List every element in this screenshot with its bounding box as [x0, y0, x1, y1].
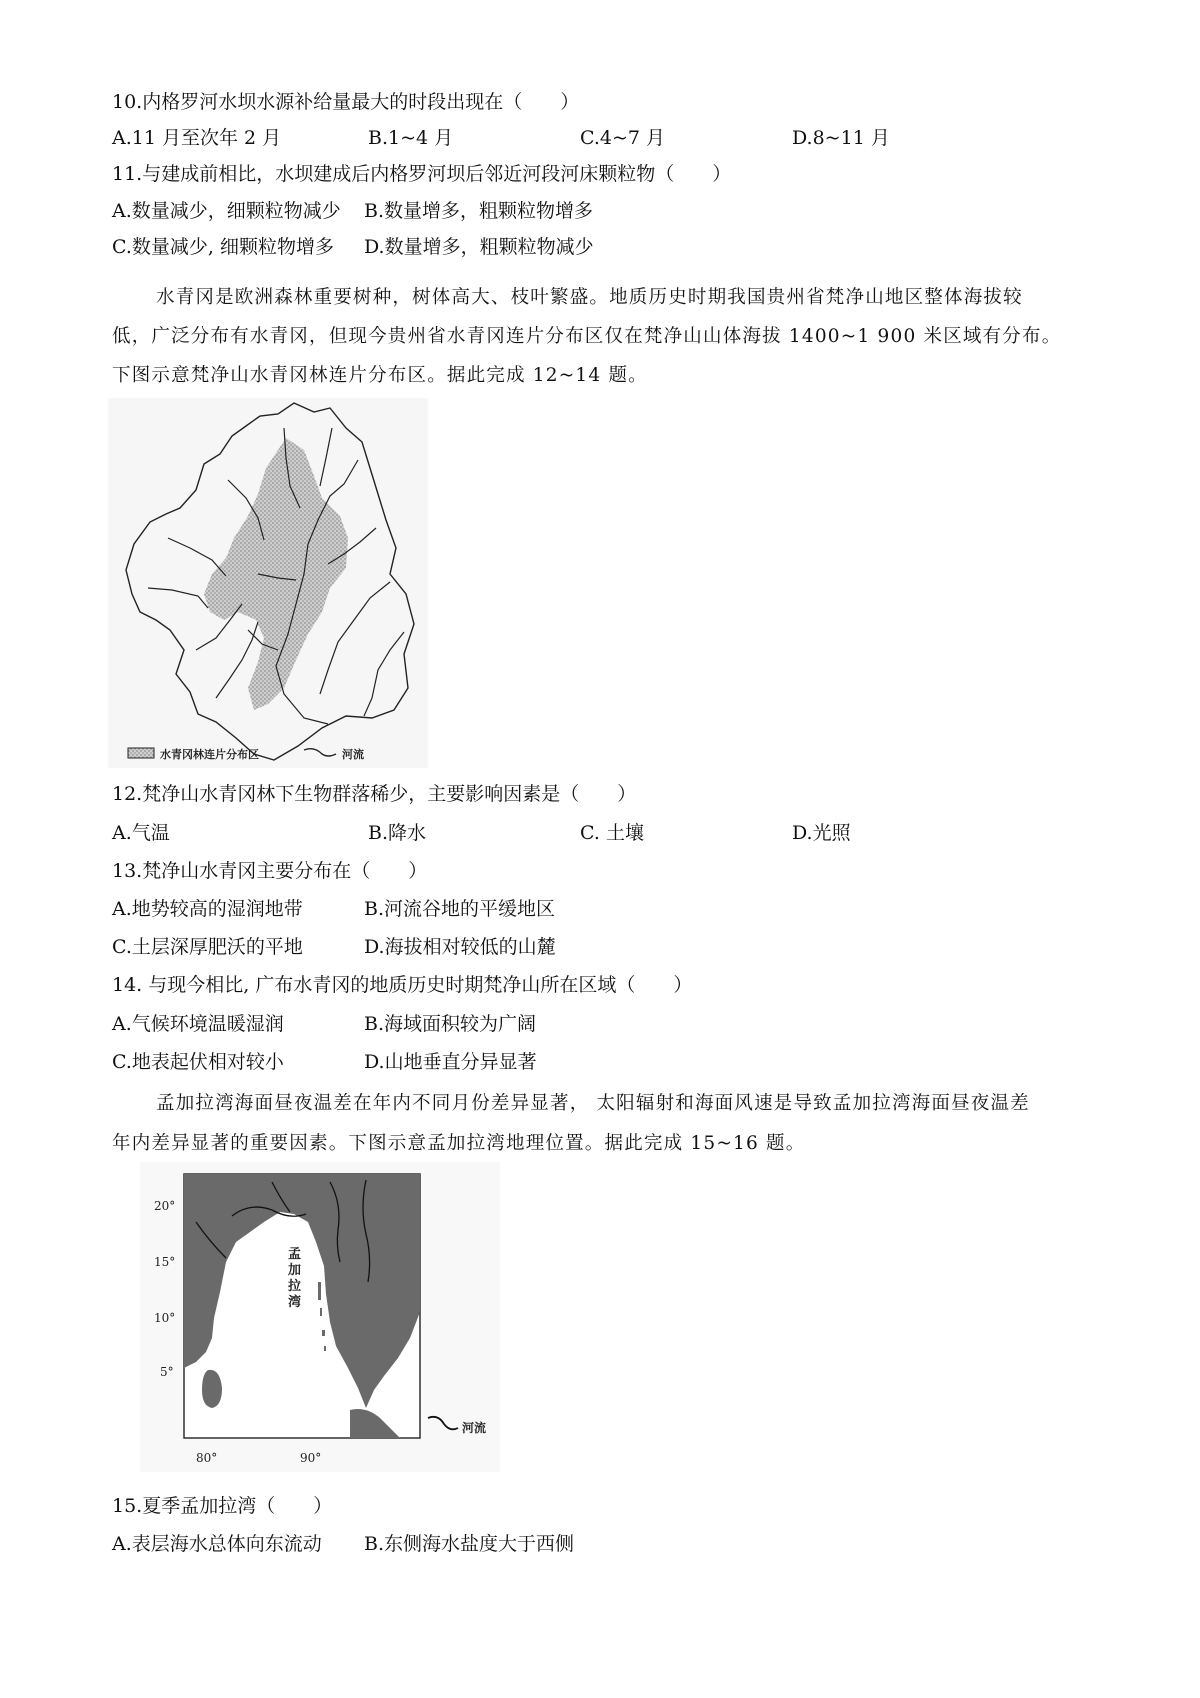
q13-option-a: A.地势较高的湿润地带 — [112, 898, 303, 920]
q13-option-c: C.土层深厚肥沃的平地 — [112, 936, 303, 958]
q14-option-b: B.海域面积较为广阔 — [364, 1013, 537, 1035]
q10-option-c: C.4~7 月 — [580, 127, 666, 149]
q12-stem: 12.梵净山水青冈林下生物群落稀少，主要影响因素是（ ） — [112, 783, 637, 805]
bay-label-char-4: 湾 — [288, 1295, 302, 1310]
legend-river-label: 河流 — [342, 748, 364, 761]
q15-option-a: A.表层海水总体向东流动 — [112, 1533, 322, 1555]
legend-forest-swatch — [128, 748, 154, 758]
q13-stem: 13.梵净山水青冈主要分布在（ ） — [112, 860, 428, 882]
passage1-line-1: 水青冈是欧洲森林重要树种，树体高大、枝叶繁盛。地质历史时期我国贵州省梵净山地区整体海拔较 — [156, 287, 1023, 308]
passage2-line-2: 年内差异显著的重要因素。下图示意孟加拉湾地理位置。据此完成 15~16 题。 — [112, 1133, 806, 1154]
q10-stem: 10.内格罗河水坝水源补给量最大的时段出现在（ ） — [112, 91, 580, 113]
bay-label-char-3: 拉 — [288, 1279, 302, 1294]
bay-label-char-1: 孟 — [288, 1247, 302, 1262]
q15-stem: 15.夏季孟加拉湾（ ） — [112, 1495, 333, 1517]
bay-label-char-2: 加 — [288, 1263, 302, 1278]
q13-option-b: B.河流谷地的平缓地区 — [364, 898, 556, 920]
lat-label-15: 15° — [154, 1255, 176, 1269]
bay-of-bengal-map — [140, 1162, 500, 1472]
q12-option-a: A.气温 — [112, 822, 170, 844]
q10-option-d: D.8~11 月 — [792, 127, 890, 149]
q12-option-c: C. 土壤 — [580, 822, 644, 844]
q10-option-a: A.11 月至次年 2 月 — [112, 127, 282, 149]
lat-label-5: 5° — [160, 1365, 174, 1379]
lon-label-90: 90° — [300, 1451, 322, 1465]
q14-option-c: C.地表起伏相对较小 — [112, 1051, 284, 1073]
q12-option-d: D.光照 — [792, 822, 851, 844]
q14-stem: 14. 与现今相比, 广布水青冈的地质历史时期梵净山所在区域（ ） — [112, 974, 693, 996]
q10-option-b: B.1~4 月 — [368, 127, 454, 149]
q11-option-c: C.数量减少, 细颗粒物增多 — [112, 236, 334, 258]
lat-label-20: 20° — [154, 1199, 176, 1213]
q15-option-b: B.东侧海水盐度大于西侧 — [364, 1533, 575, 1555]
passage1-line-2: 低，广泛分布有水青冈，但现今贵州省水青冈连片分布区仅在梵净山山体海拔 1400~1 900 米区域有分布。 — [112, 326, 1062, 347]
q11-option-b: B.数量增多，粗颗粒物增多 — [364, 200, 594, 222]
q11-option-a: A.数量减少，细颗粒物减少 — [112, 200, 341, 222]
q11-stem: 11.与建成前相比，水坝建成后内格罗河坝后邻近河段河床颗粒物（ ） — [112, 163, 732, 185]
fanjingshan-map — [108, 398, 428, 768]
passage2-line-1: 孟加拉湾海面昼夜温差在年内不同月份差异显著， 太阳辐射和海面风速是导致孟加拉湾海面昼夜温差 — [156, 1093, 1030, 1114]
lon-label-80: 80° — [196, 1451, 218, 1465]
q12-option-b: B.降水 — [368, 822, 427, 844]
passage1-line-3: 下图示意梵净山水青冈林连片分布区。据此完成 12~14 题。 — [112, 365, 648, 386]
q14-option-d: D.山地垂直分异显著 — [364, 1051, 537, 1073]
legend-forest-label: 水青冈林连片分布区 — [160, 748, 259, 761]
legend-river-label-2: 河流 — [462, 1421, 487, 1435]
lat-label-10: 10° — [154, 1311, 176, 1325]
q14-option-a: A.气候环境温暖湿润 — [112, 1013, 284, 1035]
q13-option-d: D.海拔相对较低的山麓 — [364, 936, 556, 958]
q11-option-d: D.数量增多，粗颗粒物减少 — [364, 236, 594, 258]
